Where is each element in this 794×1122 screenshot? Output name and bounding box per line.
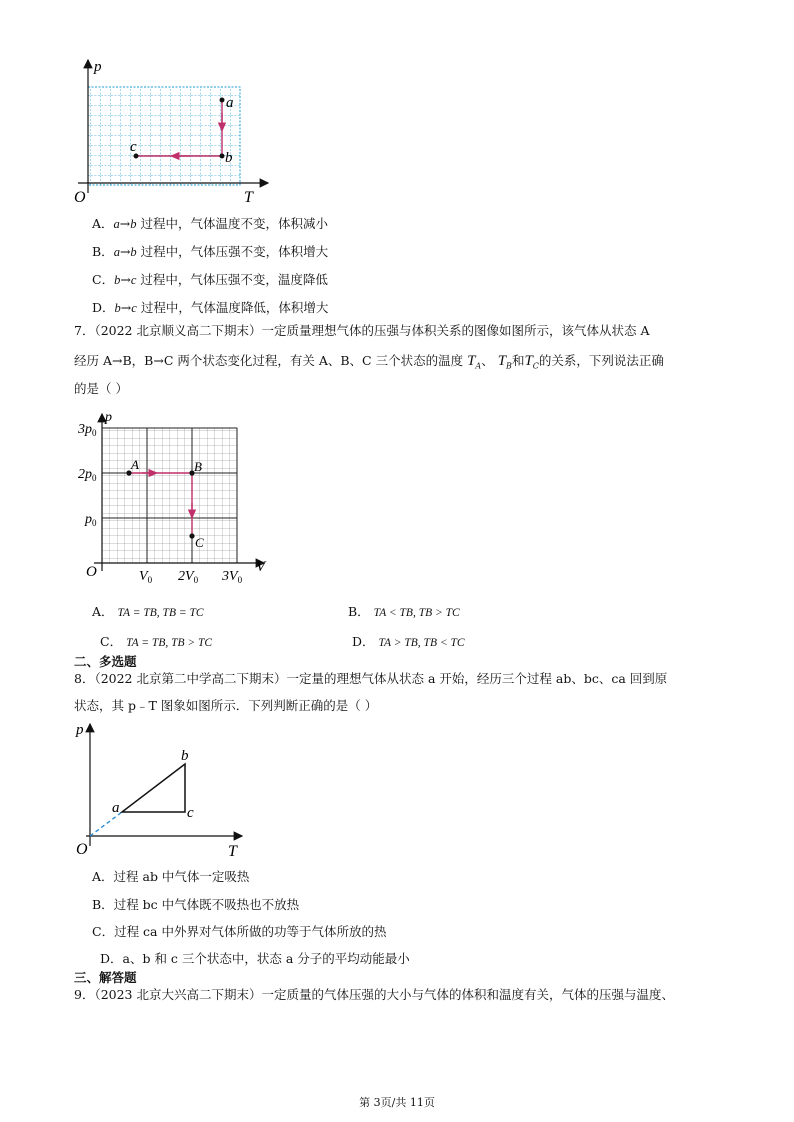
q8-option-c[interactable]: C．过程 ca 中外界对气体所做的功等于气体所放的热: [92, 924, 387, 939]
q6-option-c[interactable]: C．b→c 过程中，气体压强不变，温度降低: [92, 272, 328, 287]
q7-option-d[interactable]: D． TA > TB, TB < TC: [352, 634, 465, 649]
q8-pt-graph: [72, 716, 252, 861]
q8-option-b[interactable]: B．过程 bc 中气体既不吸热也不放热: [92, 897, 300, 912]
q7-tick-p0: $p_0$: [85, 512, 97, 528]
q7-pv-graph: [72, 408, 277, 588]
q7-stem-line1: 7．（2022 北京顺义高二下期末）一定质量理想气体的压强与体积关系的图像如图所示，该气体从状态 A: [74, 323, 650, 338]
q7-tick-3v0: $3V_0$: [222, 569, 243, 585]
q7-tick-3p0: $3p_0$: [78, 422, 97, 438]
q7-stem-line3: 的是（ ）: [74, 381, 128, 396]
q6-point-a: [220, 98, 225, 103]
q6-point-b: [220, 154, 225, 159]
q6-origin-label: O: [74, 189, 86, 205]
q8-label-c: c: [187, 805, 194, 821]
q8-option-d[interactable]: D．a、b 和 c 三个状态中，状态 a 分子的平均动能最小: [100, 951, 410, 966]
q6-pt-graph: [70, 55, 280, 205]
q8-label-b: b: [181, 748, 189, 764]
q7-tick-v0: $V_0$: [139, 569, 153, 585]
q6-label-c: c: [130, 139, 137, 155]
q7-point-c: [189, 533, 194, 538]
q7-option-c[interactable]: C． TA = TB, TB > TC: [100, 634, 213, 649]
q7-tick-2p0: $2p_0$: [78, 467, 97, 483]
q6-grid: [88, 87, 240, 185]
q6-option-a[interactable]: A．a→b 过程中，气体温度不变，体积减小: [92, 216, 329, 231]
q6-axis-t-label: T: [244, 189, 253, 205]
q7-axis-p-label: p: [105, 410, 112, 425]
q8-axis-t-label: T: [228, 843, 237, 860]
q7-label-a: A: [131, 457, 139, 472]
q6-label-a: a: [226, 95, 234, 111]
q6-option-b[interactable]: B．a→b 过程中，气体压强不变，体积增大: [92, 244, 329, 259]
q8-axis-p-label: p: [76, 722, 84, 738]
q7-tick-2v0: $2V_0$: [178, 569, 199, 585]
q7-origin-label: O: [86, 564, 97, 580]
q7-option-a[interactable]: A． TA = TB, TB = TC: [92, 604, 204, 619]
page-footer: 第 3页/共 11页: [359, 1096, 435, 1109]
q8-stem-line2: 状态，其 p﹣T 图象如图所示．下列判断正确的是（ ）: [74, 698, 378, 713]
q8-option-a[interactable]: A．过程 ab 中气体一定吸热: [92, 869, 250, 884]
q8-origin-label: O: [76, 841, 88, 858]
q7-grid: [102, 428, 237, 563]
q9-stem-line1: 9．（2023 北京大兴高二下期末）一定质量的气体压强的大小与气体的体积和温度有关，气体的压强与温度、: [74, 987, 674, 1002]
q6-axis-p-label: p: [94, 59, 102, 75]
section-answer-heading: 三、解答题: [74, 970, 137, 985]
q7-label-c: C: [195, 535, 204, 550]
q8-stem-line1: 8．（2022 北京第二中学高二下期末）一定量的理想气体从状态 a 开始，经历三个过程 ab、bc、ca 回到原: [74, 671, 668, 686]
q7-option-b[interactable]: B． TA < TB, TB > TC: [348, 604, 460, 619]
q7-axis-v-label: V: [256, 559, 266, 575]
section-multiple-choice-heading: 二、多选题: [74, 654, 137, 669]
q8-cycle-triangle: [122, 764, 185, 812]
q7-stem-line2: 经历 A→B，B→C 两个状态变化过程，有关 A、B、C 三个状态的温度 $T_A$、 $T_B$和$T_C$的关系，下列说法正确: [74, 353, 664, 371]
q8-label-a: a: [112, 800, 120, 816]
q6-label-b: b: [225, 150, 233, 166]
q7-label-b: B: [194, 459, 202, 474]
q6-option-d[interactable]: D．b→c 过程中，气体温度降低，体积增大: [92, 300, 329, 315]
